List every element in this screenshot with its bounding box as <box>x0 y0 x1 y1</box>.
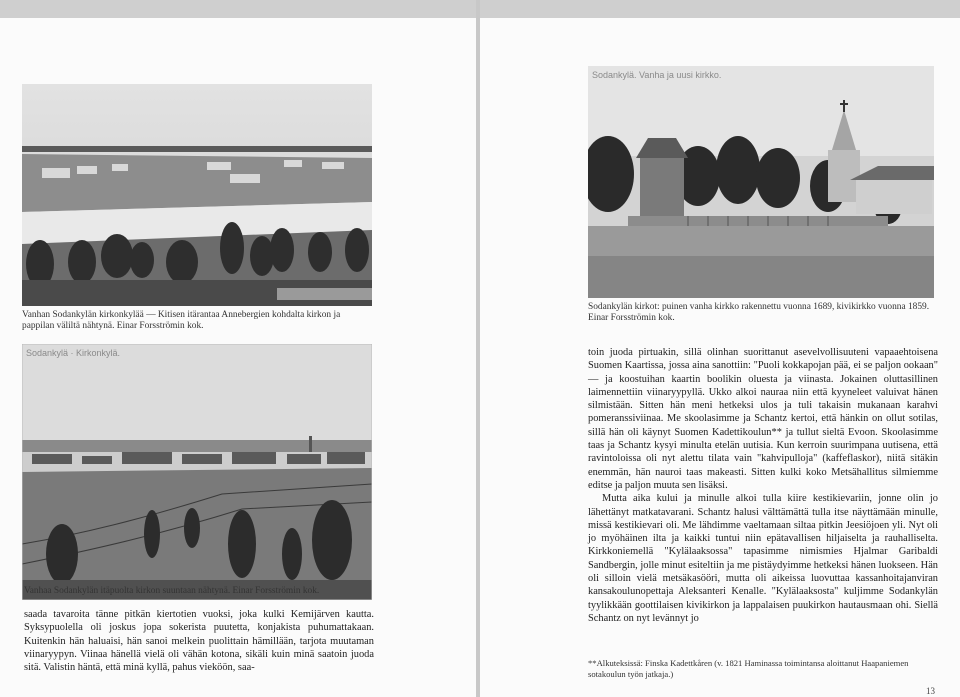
photo3-caption: Sodankylän kirkot: puinen vanha kirkko rakennettu vuonna 1689, kivikirkko vuonna 1859. Einar Forsströmin kok. <box>588 302 930 323</box>
photo1-caption: Vanhan Sodankylän kirkonkylää — Kitisen itärantaa Annebergien kohdalta kirkon ja pappilan väliltä nähtynä. Einar Forsströmin kok. <box>22 310 341 331</box>
right-body-text <box>588 346 938 625</box>
left-body-text <box>24 608 374 674</box>
page-number: 13 <box>926 686 935 696</box>
photo3-overlay-label: Sodankylä. Vanha ja uusi kirkko. <box>592 70 722 80</box>
left-page <box>0 18 476 697</box>
right-page <box>480 18 960 697</box>
scan-top-band <box>0 0 960 18</box>
footnote: **Alkuteksissä: Finska Kadettkåren (v. 1821 Haminassa toimintansa aloittanut Haapaniemen sotakoulun työn jatkaja.) <box>588 658 909 679</box>
left-paragraph: saada tavaroita tänne pitkän kiertotien vuoksi, joka kulki Kemijärven kautta. Syksypuolella oli joskus jopa sokerista puutetta, konjakista puhumattakaan. Kuitenkin hän haluaisi, hän sanoi melkein puolittain hämillään, tarjota muutaman viinaryypyn. Viinaa hänellä vielä oli vähän kotona, sikäli kuin minä saatoin juoda sitä. Valistin häntä, että minä kyllä, pahus vieköön, saa- <box>24 609 374 674</box>
photo2-overlay-label: Sodankylä · Kirkonkylä. <box>26 348 121 358</box>
right-paragraph-1: toin juoda pirtuakin, sillä olinhan suorittanut asevelvollisuuteni vapaaehtoisena Suomen Kaartissa, jossa aina sanottiin: "Puoli kokkapojan pää, ei se paljon ookaan" — ja koostuihan kaartin boolikin oluesta ja viinasta. Jokainen oluttasillinen laimennettiin viinaryypyllä. Ukko alkoi nauraa niin että kyyneleet valuivat hänen silmistään. Sitten hän meni hetkeksi ulos ja tuli takaisin mukanaan karahvi pomeranssiviinaa. Me skoolasimme ja Schantz kertoi, että hänkin on ollut sotilas, sillä hän oli käynyt Suomen Kadettikoulun** ja tullut sieltä Evoon. Skoolasimme taas ja Schantz kysyi minulta etelän uutisia. Kun kerroin suurimpana uutisena, että ravintoloissa oli nyt alettu tilata vain "kahvipulloja" (kaffeflaskor), niitä sitäkin enemmän, hän nauroi taas makeasti. Sitten kulki koko Metsähallitus silmiemme editse ja paljon muuta sen lisäksi. <box>588 347 938 491</box>
photo-river-village <box>22 84 372 306</box>
photo-churches <box>588 66 934 298</box>
right-paragraph-2: Mutta aika kului ja minulle alkoi tulla kiire kestikievariin, jonne olin jo lähettänyt matkatavarani. Schantz halusi välttämättä tulla itse näyttämään minulle, missä kestikievari oli. Me lähdimme vaeltamaan siltaa pitkin Jeesiöjoen yli. Nyt oli jo myöhäinen ilta ja kaikki tuntui niin epätavallisen hiljaiselta ja rauhalliselta. Kirkkoniemellä "Kylälaaksossa" tapasimme nimismies Hjalmar Garibaldi Sandbergin, jolle minut esiteltiin ja me pistäydyimme hetkeksi hänen luokseen. Hän oli silloin vielä metsäkasööri, mutta oli aikeissa luovuttaa kassanhoitajanviran kansakoulunopettaja Aleksanteri Kenalle. "Kylälaaksosta" kuljimme Sodankylän tyylikkään goottilaisen kivikirkon ja lappalaisen puukirkon hautausmaan ohi. Siellä Schantz on nyt levännyt jo <box>588 493 938 624</box>
photo2-caption: Vanhaa Sodankylän itäpuolta kirkon suuntaan nähtynä. Einar Forsströmin kok. <box>24 586 320 596</box>
photo-village-east <box>22 344 372 600</box>
